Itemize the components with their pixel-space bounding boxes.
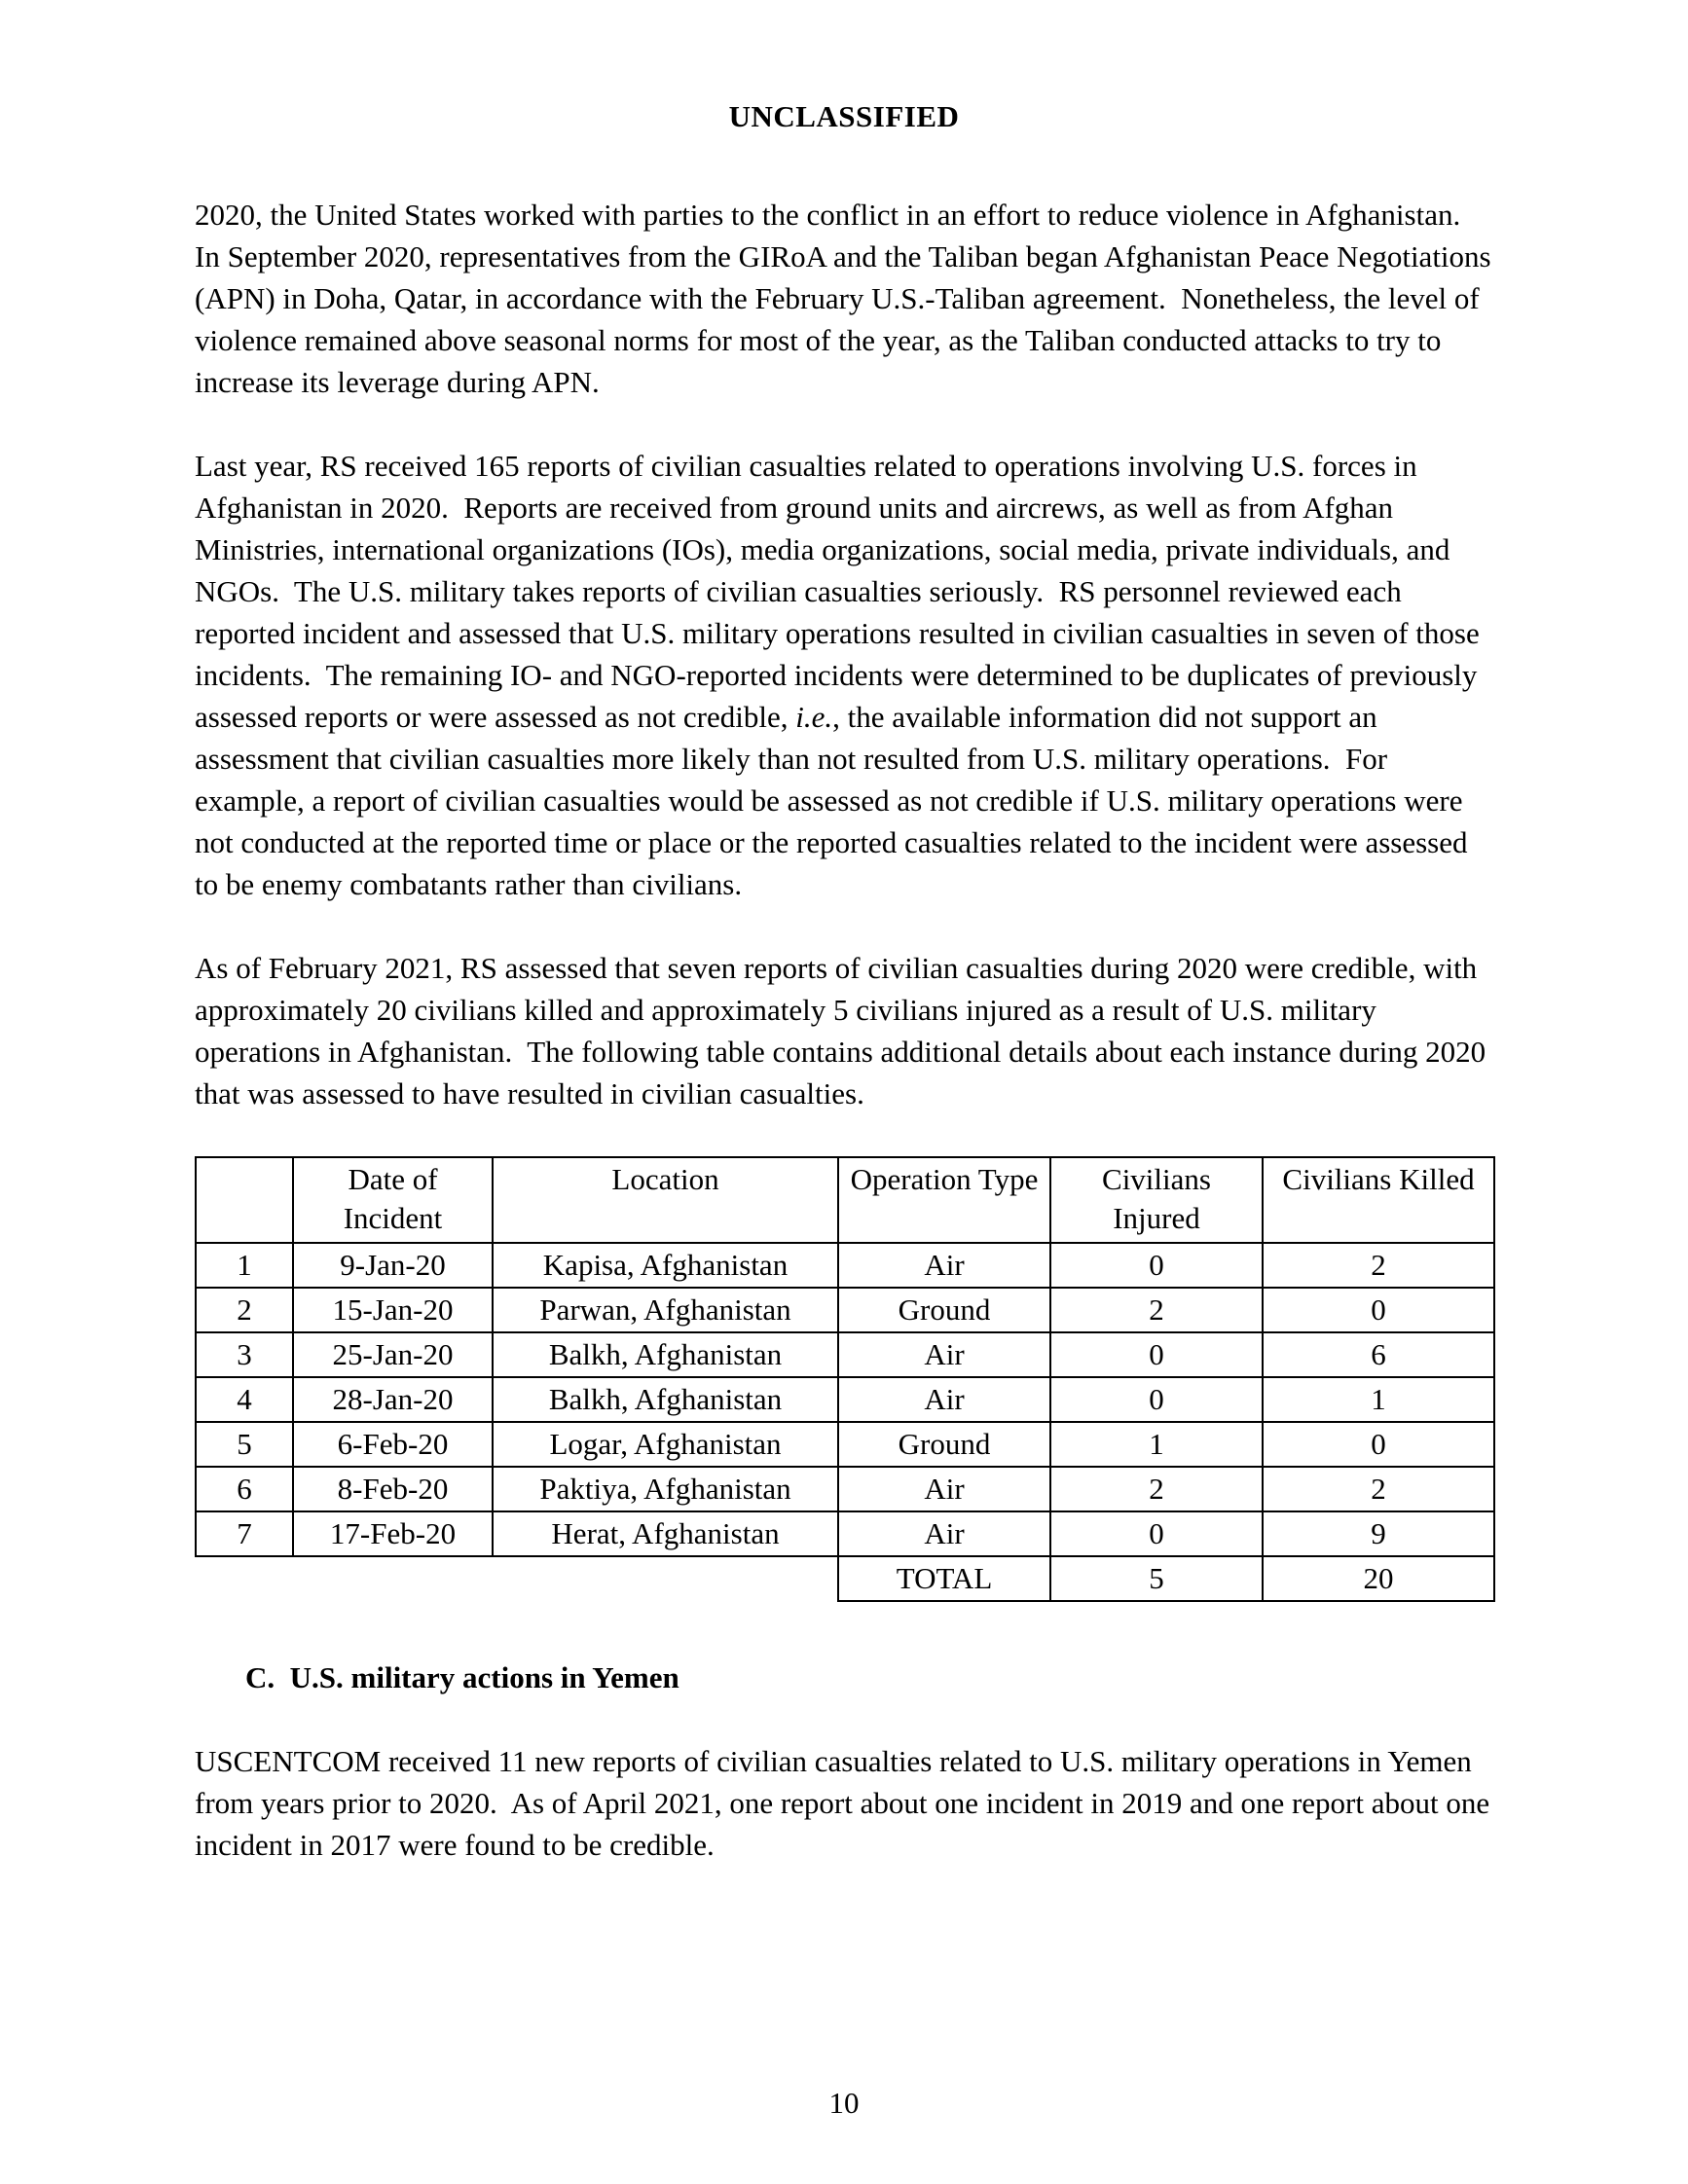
table-cell: 0	[1050, 1332, 1263, 1377]
table-cell: 0	[1050, 1377, 1263, 1422]
table-cell: 1	[1263, 1377, 1494, 1422]
total-label-cell: TOTAL	[838, 1556, 1050, 1601]
header-cell-date: Date of Incident	[293, 1157, 493, 1243]
table-cell: 2	[1263, 1243, 1494, 1288]
ie-abbreviation-italic: i.e.	[795, 700, 833, 734]
table-cell: Logar, Afghanistan	[493, 1422, 838, 1467]
total-killed-cell: 20	[1263, 1556, 1494, 1601]
table-cell: Air	[838, 1377, 1050, 1422]
classification-header: UNCLASSIFIED	[728, 99, 960, 133]
casualty-table	[195, 1156, 1495, 1602]
table-cell: 28-Jan-20	[293, 1377, 493, 1422]
table-cell: Herat, Afghanistan	[493, 1511, 838, 1556]
table-cell: 5	[196, 1422, 293, 1467]
empty-cell	[493, 1556, 838, 1601]
header-cell-operation-type: Operation Type	[838, 1157, 1050, 1243]
table-total-row	[196, 1556, 1494, 1601]
table-cell: Ground	[838, 1288, 1050, 1332]
table-cell: 0	[1050, 1243, 1263, 1288]
empty-cell	[293, 1556, 493, 1601]
table-cell: 9-Jan-20	[293, 1243, 493, 1288]
header-cell-civilians-injured: Civilians Injured	[1050, 1157, 1263, 1243]
page-number: 10	[828, 2086, 860, 2120]
table-cell: 2	[1263, 1467, 1494, 1511]
table-cell: 15-Jan-20	[293, 1288, 493, 1332]
table-cell: Ground	[838, 1422, 1050, 1467]
table-cell: 7	[196, 1511, 293, 1556]
header-cell-civilians-killed: Civilians Killed	[1263, 1157, 1494, 1243]
table-cell: 0	[1050, 1511, 1263, 1556]
table-cell: 6	[1263, 1332, 1494, 1377]
table-cell: 1	[1050, 1422, 1263, 1467]
table-cell: 4	[196, 1377, 293, 1422]
table-cell: 9	[1263, 1511, 1494, 1556]
table-cell: 6	[196, 1467, 293, 1511]
paragraph-rs-reports	[195, 445, 1493, 905]
table-row	[196, 1288, 1494, 1332]
table-cell: Air	[838, 1243, 1050, 1288]
paragraph-rs-reports-text-1: Last year, RS received 165 reports of civilian casualties related to operations involving U.S. forces in Afghanistan in 2020. Reports are received from ground units and aircrews, as well as from Afghan Ministries, international organizations (IOs), media organizations, social media, private individuals, and NGOs. The U.S. military takes reports of civilian casualties seriously. RS personnel reviewed each reported incident and assessed that U.S. military operations resulted in civilian casualties in seven of those incidents. The remaining IO- and NGO-reported incidents were determined to be duplicates of previously assessed reports or were assessed as not credible,	[195, 449, 1487, 734]
table-cell: 8-Feb-20	[293, 1467, 493, 1511]
table-cell: 0	[1263, 1288, 1494, 1332]
total-injured-cell: 5	[1050, 1556, 1263, 1601]
table-row	[196, 1467, 1494, 1511]
table-cell: Air	[838, 1467, 1050, 1511]
table-cell: Parwan, Afghanistan	[493, 1288, 838, 1332]
paragraph-february-assessment: As of February 2021, RS assessed that seven reports of civilian casualties during 2020 were credible, with approximately 20 civilians killed and approximately 5 civilians injured as a result of U.S. military operations in Afghanistan. The following table contains additional details about each instance during 2020 that was assessed to have resulted in civilian casualties.	[195, 951, 1493, 1110]
table-cell: 2	[196, 1288, 293, 1332]
table-cell: 3	[196, 1332, 293, 1377]
table-row	[196, 1332, 1494, 1377]
paragraph-rs-reports-text-2: , the available information did not support an assessment that civilian casualties more likely than not resulted from U.S. military operations. For example, a report of civilian casualties would be assessed as not credible if U.S. military operations were not conducted at the reported time or place or the reported casualties related to the incident were assessed to be enemy combatants rather than civilians.	[195, 700, 1476, 901]
table-cell: Air	[838, 1511, 1050, 1556]
header-cell-location: Location	[493, 1157, 838, 1243]
table-row	[196, 1377, 1494, 1422]
table-cell: 25-Jan-20	[293, 1332, 493, 1377]
table-cell: Balkh, Afghanistan	[493, 1332, 838, 1377]
table-cell: 2	[1050, 1467, 1263, 1511]
table-cell: Kapisa, Afghanistan	[493, 1243, 838, 1288]
table-row	[196, 1422, 1494, 1467]
section-heading-yemen: C. U.S. military actions in Yemen	[245, 1660, 679, 1694]
table-row	[196, 1511, 1494, 1556]
empty-cell	[196, 1556, 293, 1601]
table-cell: 1	[196, 1243, 293, 1288]
table-cell: Air	[838, 1332, 1050, 1377]
table-cell: 2	[1050, 1288, 1263, 1332]
table-cell: Balkh, Afghanistan	[493, 1377, 838, 1422]
paragraph-afghanistan-violence: 2020, the United States worked with parties to the conflict in an effort to reduce violence in Afghanistan. In September 2020, representatives from the GIRoA and the Taliban began Afghanistan Peace Negotiations (APN) in Doha, Qatar, in accordance with the February U.S.-Taliban agreement. Nonetheless, the level of violence remained above seasonal norms for most of the year, as the Taliban conducted attacks to try to increase its leverage during APN.	[195, 198, 1499, 399]
header-cell-index	[196, 1157, 293, 1243]
document-content	[0, 194, 1688, 1866]
table-cell: 6-Feb-20	[293, 1422, 493, 1467]
table-cell: 17-Feb-20	[293, 1511, 493, 1556]
table-cell: Paktiya, Afghanistan	[493, 1467, 838, 1511]
table-row	[196, 1243, 1494, 1288]
table-header-row	[196, 1157, 1494, 1243]
table-cell: 0	[1263, 1422, 1494, 1467]
paragraph-yemen: USCENTCOM received 11 new reports of civilian casualties related to U.S. military operations in Yemen from years prior to 2020. As of April 2021, one report about one incident in 2019 and one report about one incident in 2017 were found to be credible.	[195, 1744, 1497, 1862]
